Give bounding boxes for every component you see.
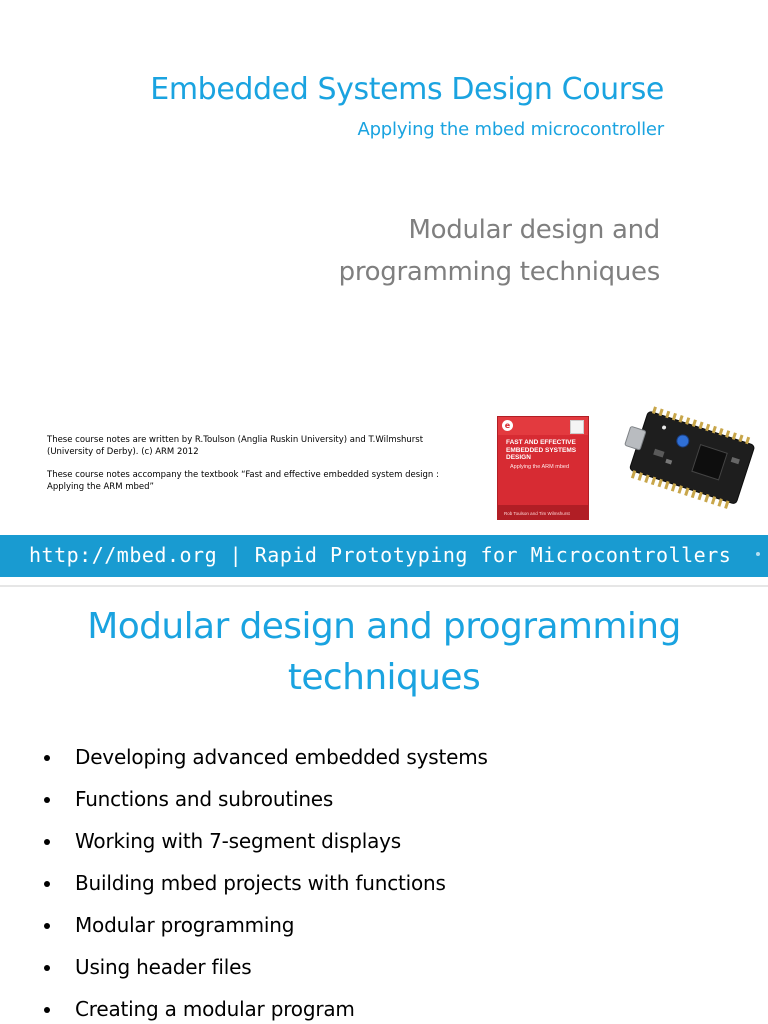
notes-textbook: These course notes accompany the textbook “Fast and effective embedded system design : Applying the ARM mbed” (47, 470, 439, 492)
publisher-logo-icon: e (502, 420, 513, 431)
mbed-banner (0, 535, 768, 577)
bullet-dot-icon (44, 923, 50, 929)
textbook-cover-image (497, 416, 589, 520)
bullet-dot-icon (44, 755, 50, 761)
topic-line-1: Modular design and (408, 215, 660, 245)
bullet-text: Creating a modular program (75, 997, 355, 1021)
bullet-dot-icon (44, 839, 50, 845)
bullet-dot-icon (44, 965, 50, 971)
book-subtitle: Applying the ARM mbed (510, 464, 570, 470)
bullet-dot-icon (44, 1007, 50, 1013)
bullet-item (44, 997, 488, 1024)
course-notes (47, 434, 467, 504)
course-subtitle: Applying the mbed microcontroller (357, 119, 664, 140)
mbed-board-icon (614, 404, 764, 524)
bullet-item (44, 913, 488, 955)
banner-dot-icon (756, 552, 760, 556)
bullet-text: Developing advanced embedded systems (75, 745, 488, 769)
book-authors: Rob Toulson and Tim Wilmshurst (504, 511, 570, 516)
book-badge-icon (570, 420, 584, 434)
topic-line-2: programming techniques (338, 257, 660, 287)
slide-2-title: Modular design and programming techniques (87, 606, 681, 698)
bullet-item (44, 829, 488, 871)
bullet-item (44, 745, 488, 787)
notes-authors: These course notes are written by R.Toulson (Anglia Ruskin University) and T.Wilmshurst (University of Derby). (c) ARM 2012 (47, 435, 424, 457)
bullet-item (44, 871, 488, 913)
course-title: Embedded Systems Design Course (150, 72, 664, 107)
bullet-text: Using header files (75, 955, 252, 979)
topic-bullet-list (44, 745, 488, 1024)
bullet-text: Working with 7-segment displays (75, 829, 401, 853)
bullet-item (44, 955, 488, 997)
bullet-text: Functions and subroutines (75, 787, 334, 811)
mbed-board-image (614, 404, 764, 524)
bullet-dot-icon (44, 881, 50, 887)
bullet-text: Modular programming (75, 913, 295, 937)
book-title: FAST AND EFFECTIVE EMBEDDED SYSTEMS DESIGN (506, 439, 577, 461)
bullet-item (44, 787, 488, 829)
bullet-text: Building mbed projects with functions (75, 871, 446, 895)
banner-text: http://mbed.org | Rapid Prototyping for Microcontrollers (29, 543, 732, 567)
topic-title (339, 209, 660, 293)
slide-2 (0, 587, 768, 1024)
bullet-dot-icon (44, 797, 50, 803)
